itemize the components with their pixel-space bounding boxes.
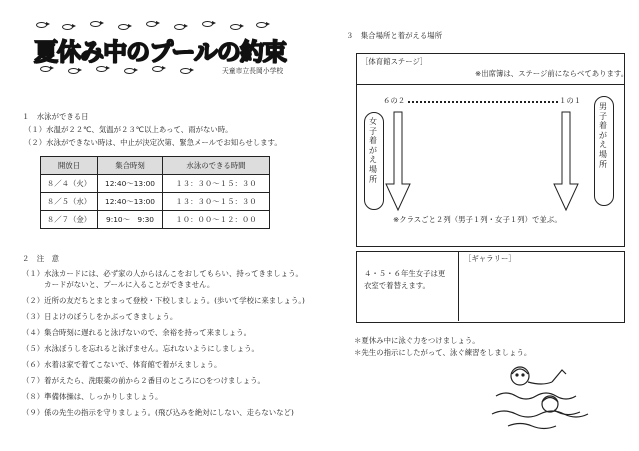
table-cell: 12:40～13:00	[98, 175, 163, 193]
table-header-row	[41, 157, 270, 175]
table-cell: 9:10～ 9:30	[98, 211, 163, 229]
arrows	[380, 104, 612, 216]
row-label-left: ６の２	[383, 96, 406, 105]
table-row	[41, 211, 270, 229]
dotted-line	[408, 101, 558, 103]
notice-item: （１）水泳カードには、必ず家の人からはんこをおしてもらい、持ってきましょう。	[22, 269, 303, 278]
table-cell: ８／５（水）	[41, 193, 98, 211]
girls-changing-note: ４・５・６年生女子は更衣室で着替えます。	[364, 269, 446, 290]
table-cell: １３：３０～１５：３０	[163, 175, 270, 193]
notice-item: （９）係の先生の指示を守りましょう。(飛び込みを絶対にしない、走らないなど)	[22, 408, 294, 417]
table-cell: １３：３０～１５：３０	[163, 193, 270, 211]
gallery-label: ［ギャラリー］	[464, 254, 516, 263]
section-2-heading: ２ 注 意	[22, 254, 59, 263]
section-1-item: （１）水温が２２℃、気温が２３℃以上あって、雨がない時。	[24, 125, 233, 134]
notice-item: カードがないと、プールに入ることができません。	[22, 280, 215, 289]
table-cell: ８／７（金）	[41, 211, 98, 229]
schedule-table	[40, 156, 270, 229]
row-label-right: １の１	[559, 96, 582, 105]
girls-label: 女子着がえ場所	[369, 117, 377, 184]
table-cell: ８／４（火）	[41, 175, 98, 193]
notice-item: （６）水着は家で着てこないで、体育館で着がえましょう。	[22, 360, 222, 369]
arrow-down-icon	[386, 112, 410, 210]
notice-item: （３）日よけのぼうしをかぶってきましょう。	[22, 312, 178, 321]
lower-divider	[458, 251, 459, 321]
table-row	[41, 193, 270, 211]
section-1-item: （２）水泳ができない時は、中止が決定次第、緊急メールでお知らせします。	[24, 138, 282, 147]
section-1-heading: １ 水泳ができる日	[22, 112, 89, 121]
table-cell: 12:40～13:00	[98, 193, 163, 211]
school-name: 天童市立長岡小学校	[222, 67, 284, 75]
closing-note: ＊夏休み中に泳ぐ力をつけましょう。	[354, 336, 480, 345]
table-header: 開放日	[41, 157, 98, 175]
line-note: ※クラスごと２列（男子１列・女子１列）で並ぶ。	[393, 215, 562, 224]
boys-label: 男子着がえ場所	[599, 102, 607, 169]
stage-divider	[356, 84, 624, 85]
section-3-heading: ３ 集合場所と着がえる場所	[346, 31, 443, 40]
swimmer-illustration	[488, 356, 598, 434]
notice-item: （２）近所の友だちとまとまって登校・下校しましょう。(歩いて学校に来ましょう。)	[22, 296, 305, 305]
notice-item: （４）集合時刻に遅れると泳げないので、余裕を持って来ましょう。	[22, 328, 251, 337]
stage-note: ※出席簿は、ステージ前にならべてあります。	[475, 69, 629, 78]
stage-label: ［体育館ステージ］	[361, 57, 428, 66]
table-row	[41, 175, 270, 193]
notice-item: （８）準備体操は、しっかりしましょう。	[22, 392, 163, 401]
notice-item: （７）着がえたら、洗眼薬の前から２番目のところに○をつけましょう。	[22, 376, 265, 385]
notice-item: （５）水泳ぼうしを忘れると泳げません。忘れないようにしましょう。	[22, 344, 259, 353]
closing-note: ＊先生の指示にしたがって、泳ぐ練習をしましょう。	[354, 348, 532, 357]
table-header: 集合時刻	[98, 157, 163, 175]
page-title: 夏休み中のプールの約束	[34, 38, 286, 66]
arrow-down-icon	[554, 112, 578, 210]
table-cell: １０：００～１２：００	[163, 211, 270, 229]
table-header: 水泳のできる時間	[163, 157, 270, 175]
